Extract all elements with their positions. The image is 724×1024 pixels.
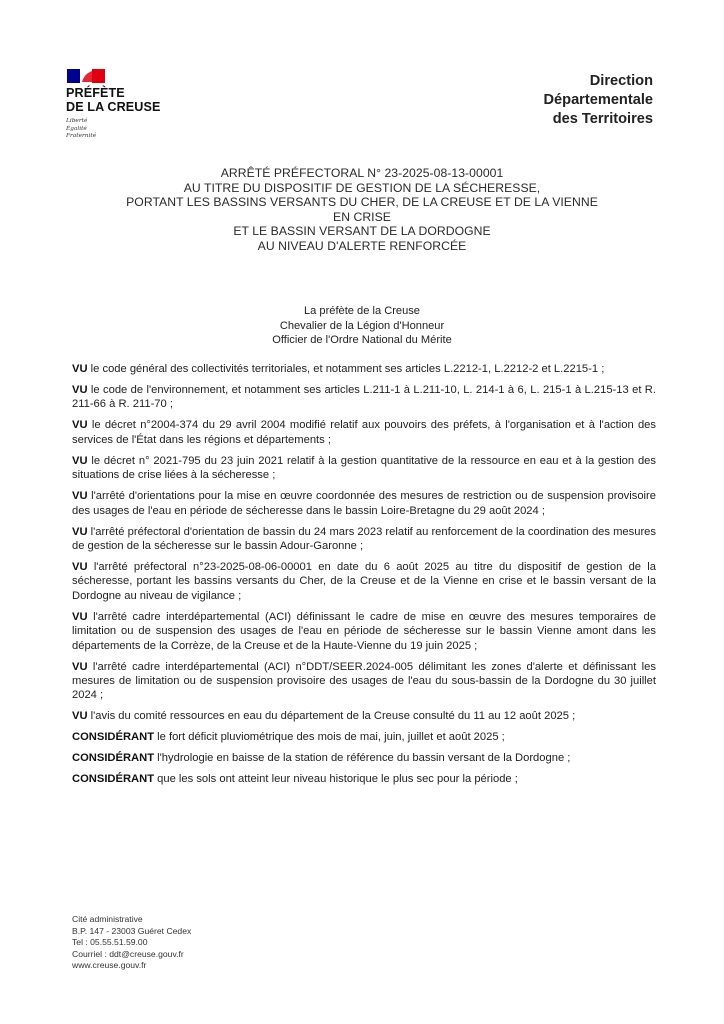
- visa-lead: VU: [72, 363, 88, 375]
- direction-line: des Territoires: [552, 111, 653, 127]
- signatory-block: [180, 304, 544, 348]
- visa-lead: VU: [72, 525, 88, 538]
- visa-text: l'avis du comité ressources en eau du département de la Creuse consulté du 11 au 12 août 2025 ;: [87, 710, 576, 723]
- visa-paragraph: [72, 709, 656, 723]
- footer-email: Courriel : ddt@creuse.gouv.fr: [72, 948, 184, 959]
- visa-paragraph: [72, 610, 656, 653]
- decree-title: [60, 166, 664, 254]
- logo-line-1: PRÉFÈTE: [66, 86, 125, 100]
- direction-line: Direction: [589, 73, 653, 89]
- visa-text: le code général des collectivités territoriales, et notamment ses articles L.2212-1, L.2212-2 et L.2215-1 ;: [87, 363, 605, 375]
- visa-text: l'arrêté préfectoral d'orientation de bassin du 24 mars 2023 relatif au renforcement de la coordination des mesures de gestion de la sécheresse sur le bassin Adour-Garonne ;: [72, 525, 656, 553]
- issuing-service: [544, 72, 654, 129]
- visa-lead: VU: [72, 610, 88, 623]
- visa-text: l'arrêté cadre interdépartemental (ACI) n°DDT/SEER.2024-005 délimitant les zones d'alerte et définissant les mesures de limitation ou de suspension provisoire des usages de l'eau du sous-bassin de la Dordogne du 30 juillet 2024 ;: [72, 660, 656, 702]
- direction-line: Départementale: [543, 92, 653, 108]
- signatory-line: Officier de l'Ordre National du Mérite: [272, 334, 452, 346]
- contact-footer: [72, 914, 191, 972]
- signatory-line: Chevalier de la Légion d'Honneur: [279, 319, 445, 332]
- footer-phone: Tel : 05.55.51.59.00: [72, 937, 148, 948]
- considerant-lead: CONSIDÉRANT: [72, 773, 155, 786]
- visa-text: le décret n° 2021-795 du 23 juin 2021 relatif à la gestion quantitative de la ressource en eau et à la gestion des situations de crise liées à la sécheresse ;: [72, 454, 656, 482]
- visa-paragraph: [72, 560, 656, 603]
- visa-lead: VU: [72, 490, 88, 503]
- visa-lead: VU: [72, 660, 88, 673]
- motto-egalite: Égalité: [66, 125, 87, 132]
- title-line: ET LE BASSIN VERSANT DE LA DORDOGNE: [233, 224, 491, 239]
- considerant-text: l'hydrologie en baisse de la station de référence du bassin versant de la Dordogne ;: [154, 752, 571, 765]
- considerant-paragraph: [72, 772, 656, 786]
- footer-postal-address: B.P. 147 - 23003 Guéret Cedex: [72, 925, 192, 936]
- footer-address-name: Cité administrative: [72, 914, 143, 924]
- visa-lead: VU: [72, 454, 88, 467]
- motto-liberte: Liberté: [66, 118, 88, 124]
- visa-paragraph: [72, 454, 656, 483]
- title-line: ARRÊTÉ PRÉFECTORAL N° 23-2025-08-13-00001: [220, 166, 504, 180]
- visa-text: l'arrêté d'orientations pour la mise en œuvre coordonnée des mesures de restriction ou de suspension provisoire des usages de l'eau en période de sécheresse dans le bassin Loire-Bretagne du 29 août 2024 ;: [72, 490, 656, 517]
- visa-text: le décret n°2004-374 du 29 avril 2004 modifié relatif aux pouvoirs des préfets, à l'organisation et à l'action des services de l'État dans les régions et départements ;: [72, 419, 656, 446]
- visa-text: le code de l'environnement, et notamment ses articles L.211-1 à L.211-10, L. 214-1 à 6, L. 215-1 à L.215-13 et R. 211-66 à R. 211-70 ;: [72, 384, 656, 411]
- considerant-lead: CONSIDÉRANT: [72, 731, 155, 744]
- considerant-text: le fort déficit pluviométrique des mois de mai, juin, juillet et août 2025 ;: [154, 731, 505, 744]
- considerant-lead: CONSIDÉRANT: [72, 752, 155, 765]
- title-line: EN CRISE: [333, 209, 391, 224]
- footer-website-link[interactable]: www.creuse.gouv.fr: [72, 960, 147, 971]
- visa-lead: VU: [72, 419, 88, 432]
- visa-paragraph: [72, 489, 656, 518]
- title-line: AU TITRE DU DISPOSITIF DE GESTION DE LA SÉCHERESSE,: [183, 180, 541, 195]
- prefecture-logo: [66, 69, 196, 141]
- visa-paragraph: [72, 660, 656, 703]
- motto-fraternite: Fraternité: [66, 133, 97, 139]
- title-line: PORTANT LES BASSINS VERSANTS DU CHER, DE LA CREUSE ET DE LA VIENNE: [126, 195, 598, 210]
- title-line: AU NIVEAU D'ALERTE RENFORCÉE: [257, 238, 467, 253]
- signatory-line: La préfète de la Creuse: [304, 305, 420, 317]
- visa-lead: VU: [72, 561, 88, 574]
- visa-paragraph: [72, 383, 656, 412]
- visa-paragraph: [72, 418, 656, 447]
- considerant-paragraph: [72, 730, 656, 744]
- visa-lead: VU: [72, 384, 88, 396]
- visa-paragraph: [72, 362, 656, 376]
- considerant-paragraph: [72, 751, 656, 765]
- visa-text: l'arrêté préfectoral n°23-2025-08-06-00001 en date du 6 août 2025 au titre du dispositif de gestion de la sécheresse, portant les bassins versants du Cher, de la Creuse et de la Vienne en crise et le bassin versant de la Dordogne au niveau de vigilance ;: [72, 561, 656, 602]
- considerant-text: que les sols ont atteint leur niveau historique le plus sec pour la période ;: [154, 773, 518, 786]
- visa-paragraph: [72, 525, 656, 554]
- marianne-flag-icon: [67, 69, 105, 83]
- logo-line-2: DE LA CREUSE: [66, 100, 161, 114]
- republic-motto: [66, 118, 196, 141]
- decree-body: [72, 362, 656, 793]
- visa-text: l'arrêté cadre interdépartemental (ACI) définissant le cadre de mise en œuvre des mesures temporaires de limitation ou de suspension des usages de l'eau en période de sécheresse sur le bassin Vienne amont dans les départements de la Corrèze, de la Creuse et de la Haute-Vienne du 19 juin 2025 ;: [72, 610, 656, 652]
- visa-lead: VU: [72, 710, 88, 723]
